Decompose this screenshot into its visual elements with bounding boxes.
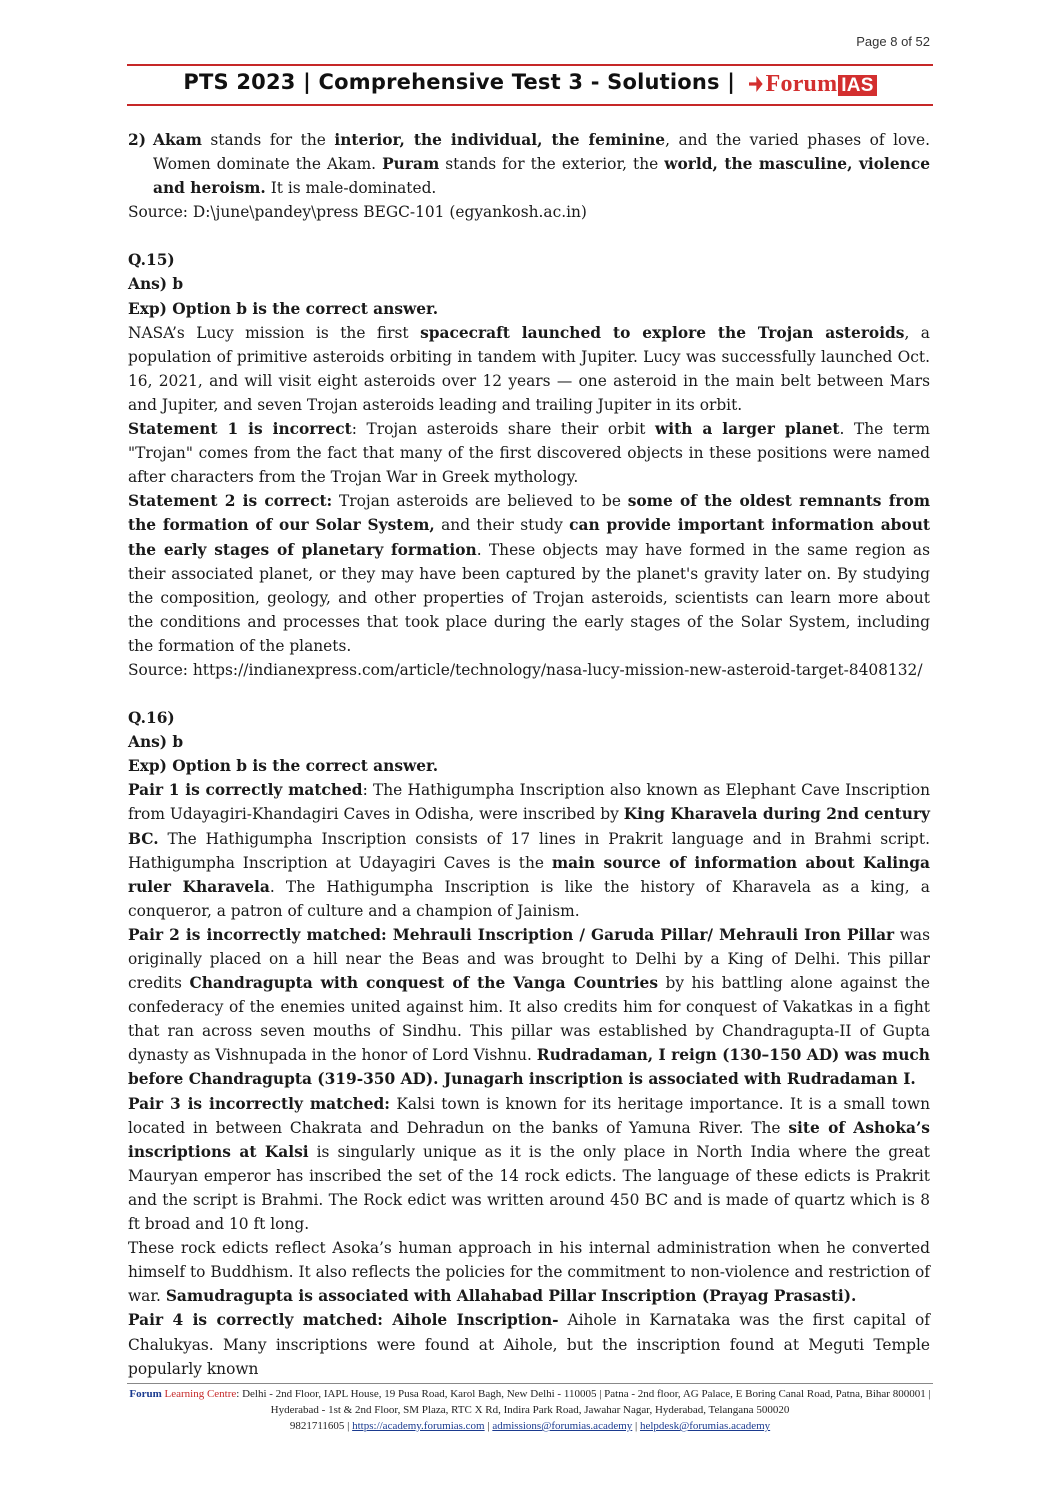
footer-contacts: 9821711605 | https://academy.forumias.com | admissions@forumias.academy | helpdesk@forumias.academy <box>289 1420 771 1432</box>
page-title <box>127 70 933 98</box>
question-number: Q.15) <box>128 251 175 270</box>
answer-line: Ans) b <box>128 275 184 294</box>
header-top-rule <box>127 64 933 66</box>
pair-1: Pair 1 is correctly matched: The Hathigumpha Inscription also known as Elephant Cave Inscription from Udayagiri-Khandagiri Caves in Odisha, were inscribed by King Kharavela during 2nd century BC. The Hathigumpha Inscription consists of 17 lines in Prakrit language and in Brahmi script. Hathigumpha Inscription at Udayagiri Caves is the main source of information about Kalinga ruler Kharavela. The Hathigumpha Inscription is like the history of Kharavela as a king, a conqueror, a patron of culture and a champion of Jainism. <box>128 781 930 920</box>
header-bottom-rule <box>127 104 933 106</box>
question-number: Q.16) <box>128 709 175 728</box>
footer-address: Forum Learning Centre: Delhi - 2nd Floor, IAPL House, 19 Pusa Road, Karol Bagh, New Delhi - 110005 | Patna - 2nd floor, AG Palace, E Boring Canal Road, Patna, Bihar 800001 | Hyderabad - 1st & 2nd Floor, SM Plaza, RTC X Rd, Indira Park Road, Jawahar Nagar, Hyderabad, Telangana 500020 <box>129 1388 931 1416</box>
answer-line: Ans) b <box>128 733 184 752</box>
list-number: 2) <box>128 131 146 149</box>
helpdesk-email-link[interactable]: helpdesk@forumias.academy <box>639 1420 771 1432</box>
pair-2: Pair 2 is incorrectly matched: Mehrauli Inscription / Garuda Pillar/ Mehrauli Iron Pillar was originally placed on a hill near the Beas and was brought to Delhi by a King of Delhi. This pillar credits Chandragupta with conquest of the Vanga Countries by his battling alone against the confederacy of the enemies united against him. It also credits him for conquest of Vakatkas in a fight that ran across seven mouths of Sindhu. This pillar was established by Chandragupta-II of Gupta dynasty as Vishnupada in the honor of Lord Vishnu. Rudradaman, I reign (130–150 AD) was much before Chandragupta (319-350 AD). Junagarh inscription is associated with Rudradaman I. <box>128 925 931 1089</box>
arrow-logo-icon <box>749 76 763 92</box>
footer-rule <box>127 1383 933 1384</box>
explanation-line: Exp) Option b is the correct answer. <box>128 757 439 776</box>
statement-1: Statement 1 is incorrect: Trojan asteroids share their orbit with a larger planet. The term "Trojan" comes from the fact that many of the first discovered objects in these positions were named after characters from the Trojan War in Greek mythology. <box>128 420 930 487</box>
document-body <box>128 128 930 1381</box>
page-number: Page 8 of 52 <box>856 34 930 49</box>
forumias-logo <box>749 71 877 98</box>
title-text: PTS 2023 | Comprehensive Test 3 - Solutions | <box>183 70 736 94</box>
source-line: Source: https://indianexpress.com/article/technology/nasa-lucy-mission-new-asteroid-target-8408132/ <box>128 660 923 679</box>
footer <box>127 1386 933 1434</box>
paragraph: NASA’s Lucy mission is the first spacecraft launched to explore the Trojan asteroids, a population of primitive asteroids orbiting in tandem with Jupiter. Lucy was successfully launched Oct. 16, 2021, and will visit eight asteroids over 12 years — one asteroid in the main belt between Mars and Jupiter, and seven Trojan asteroids leading and trailing Jupiter in its orbit. <box>128 323 930 414</box>
pair-4: Pair 4 is correctly matched: Aihole Inscription- Aihole in Karnataka was the first capital of Chalukyas. Many inscriptions were found at Aihole, but the inscription found at Meguti Temple popularly known <box>128 1311 930 1378</box>
explanation-line: Exp) Option b is the correct answer. <box>128 299 439 318</box>
list-item-2 <box>128 128 930 200</box>
source-line: Source: D:\june\pandey\press BEGC-101 (egyankosh.ac.in) <box>128 203 587 222</box>
academy-link[interactable]: https://academy.forumias.com <box>352 1420 485 1432</box>
pair-3: Pair 3 is incorrectly matched: Kalsi town is known for its heritage importance. It is a small town located in between Chakrata and Dehradun on the banks of Yamuna River. The site of Ashoka’s inscriptions at Kalsi is singularly unique as it is the only place in North India where the great Mauryan emperor has inscribed the set of the 14 rock edicts. The language of these edicts is Prakrit and the script is Brahmi. The Rock edict was written around 450 BC and is made of quartz which is 8 ft broad and 10 ft long. <box>128 1094 930 1234</box>
statement-2: Statement 2 is correct: Trojan asteroids are believed to be some of the oldest remnants from the formation of our Solar System, and their study can provide important information about the early stages of planetary formation. These objects may have formed in the same region as their associated planet, or they may have been captured by the planet's gravity later on. By studying the composition, geology, and other properties of Trojan asteroids, scientists can learn more about the conditions and processes that took place during the early stages of the Solar System, including the formation of the planets. <box>128 492 930 655</box>
admissions-email-link[interactable]: admissions@forumias.academy <box>492 1420 633 1432</box>
logo-forum-text: Forum <box>765 71 838 97</box>
paragraph: These rock edicts reflect Asoka’s human approach in his internal administration when he converted himself to Buddhism. It also reflects the policies for the commitment to non-violence and restriction of war. Samudragupta is associated with Allahabad Pillar Inscription (Prayag Prasasti). <box>128 1239 930 1306</box>
list-text: Akam stands for the interior, the individual, the feminine, and the varied phases of love. Women dominate the Akam. Puram stands for the exterior, the world, the masculine, violence and heroism. It is male-dominated. <box>153 131 930 198</box>
logo-ias-text: IAS <box>838 75 876 96</box>
